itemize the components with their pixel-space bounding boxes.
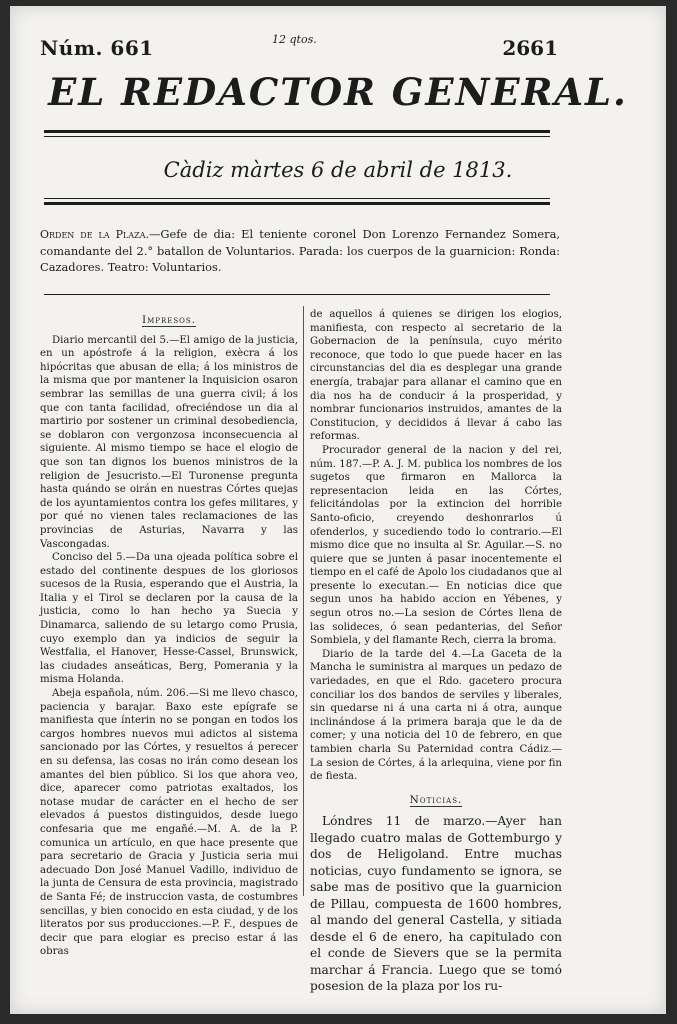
issue-number: Núm. 661 (40, 36, 154, 60)
article-paragraph: Abeja española, núm. 206.—Si me llevo chasco, paciencia y barajar. Baxo este epígrafe se manifiesta que ínterin no se pongan en todos los cargos hombres nuevos mui adictos al sistema sancionado por las Córtes, y resueltos á perecer en su defensa, las cosas no irán como desean los amantes del bien público. Si los que ahora veo, dice, aparecer como patriotas exaltados, los notase mudar de carácter en el hecho de ser elevados á puestos distinguidos, desde luego confesaria que me engañé.—M. A. de la P. comunica un artículo, en que hace presente que para secretario de Gracia y Justicia seria mui adecuado Don José Manuel Vadillo, individuo de la junta de Censura de esta provincia, magistrado de Santa Fé; de instruccion vasta, de costumbres sencillas, y bien conocido en esta ciudad, y de los literatos por sus producciones.—P. F., despues de decir que para elogiar es preciso estar á las obras (40, 688, 298, 958)
article-paragraph: de aquellos á quienes se dirigen los elogios, manifiesta, con respecto al secretario de la Gobernacion de la península, cuyo mérito reconoce, que todo lo que puede hacer en las circunstancias del dia es desplegar una grande energía, trabajar para allanar el camino que en dia nos ha de conducir á la prosperidad, y nombrar funcionarios instruidos, amantes de la Constitucion, y decididos á llevar á cabo las reformas. (310, 309, 562, 443)
top-rule-thick (44, 130, 550, 133)
orden-label: Orden de la Plaza. (40, 228, 149, 241)
right-column (310, 308, 562, 995)
page-number: 2661 (502, 36, 558, 60)
masthead-title: EL REDACTOR GENERAL. (48, 70, 628, 114)
price-note: 12 qtos. (272, 33, 317, 46)
orden-text: —Gefe de dia: El teniente coronel Don Lorenzo Fernandez Somera, comandante del 2.° batallon de Voluntarios. Parada: los cuerpos de la guarnicion: Ronda: Cazadores. Teatro: Voluntarios. (40, 227, 560, 274)
orden-de-la-plaza (40, 226, 560, 275)
noticias-heading: Noticias. (409, 793, 463, 806)
date-rule-thin (44, 198, 550, 199)
dateline: Càdiz màrtes 6 de abril de 1813. (163, 158, 513, 182)
article-paragraph: Conciso del 5.—Da una ojeada política sobre el estado del continente despues de los gloriosos sucesos de la Rusia, esperando que el Austria, la Italia y el Tirol se declaren por la causa de la justicia, como lo han hecho ya Suecia y Dinamarca, saliendo de su letargo como Prusia, cuyo exemplo dan ya indicios de seguir la Westfalia, el Hanover, Hesse-Cassel, Brunswick, las ciudades anseáticas, Berg, Pomerania y la misma Holanda. (40, 552, 298, 686)
news-paragraph: Lóndres 11 de marzo.—Ayer han llegado cuatro malas de Gottemburgo y dos de Heligoland. Entre muchas noticias, cuyo fundamento se ignora, se sabe mas de positivo que la guarnicion de Pillau, compuesta de 1600 hombres, al mando del general Castella, y sitiada desde el 6 de enero, ha capitulado con el conde de Sievers que se la permita marchar á Francia. Luego que se tomó posesion de la plaza por los ru- (310, 814, 562, 994)
column-divider (303, 306, 304, 896)
newspaper-page (10, 6, 666, 1014)
article-paragraph: Diario mercantil del 5.—El amigo de la justicia, en un apóstrofe á la religion, exècra á los hipócritas que abusan de ella; á los ministros de la misma que por mantener la Inquisicion osaron sembrar las semillas de una guerra civil; á los que con tanta facilidad, ofreciéndose un dia al martirio por sostener un criminal desobediencia, se doblaron con vergonzosa inconsecuencia al siguiente. Al mismo tiempo se hace el elogio de que son tan dignos los buenos ministros de la religion de Jesucristo.—El Turonense pregunta hasta quándo se oirán en nuestras Córtes quejas de los ayuntamientos contra los gefes militares, y por qué no vienen tales reclamaciones de las provincias de Asturias, Navarra y las Vascongadas. (40, 334, 298, 550)
impresos-heading: Impresos. (141, 314, 197, 326)
top-rule-thin (44, 136, 550, 137)
date-rule-thick (44, 202, 550, 205)
left-column (40, 308, 298, 959)
section-rule (44, 294, 550, 295)
article-paragraph: Procurador general de la nacion y del rei, núm. 187.—P. A. J. M. publica los nombres de los sugetos que firmaron en Mallorca la representacion leida en las Córtes, felicitándolas por la extincion del horrible Santo-oficio, creyendo deshonrarlos ú ofenderlos, y sucediendo todo lo contrario.—El mismo dice que no insulta al Sr. Aguilar.—S. no quiere que se junten á pasar inocentemente el tiempo en el café de Apolo los ciudadanos que al presente lo executan.— En noticias dice que segun unos ha habido accion en Yébenes, y segun otros no.—La sesion de Córtes llena de las solideces, ó sean pedanterias, del Señor Sombiela, y del flamante Rech, cierra la broma. (310, 444, 562, 647)
article-paragraph: Diario de la tarde del 4.—La Gaceta de la Mancha le suministra al marques un pedazo de variedades, en que el Rdo. gacetero procura conciliar los dos bandos de serviles y liberales, sin quedarse ni á una carta ni á otra, aunque inclinándose á la primera baraja que le da de comer; y una noticia del 10 de febrero, en que tambien charla Su Paternidad contra Cádiz.— La sesion de Córtes, á la arlequina, viene por fin de fiesta. (310, 648, 562, 783)
